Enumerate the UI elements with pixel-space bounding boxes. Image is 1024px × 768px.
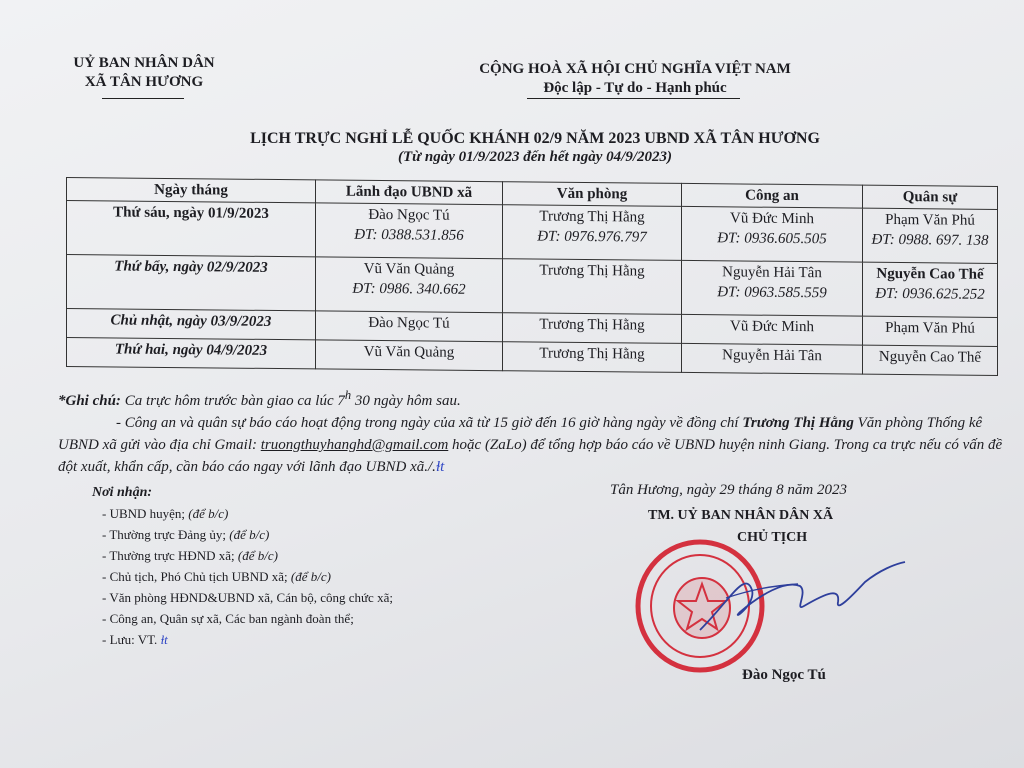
row-leader: Đào Ngọc Tú bbox=[316, 311, 503, 342]
row-military: Phạm Văn Phú bbox=[863, 316, 998, 346]
authority-underline bbox=[102, 98, 184, 99]
col-header-police: Công an bbox=[682, 183, 863, 208]
row-police: Vũ Đức Minh ĐT: 0936.605.505 bbox=[682, 206, 863, 262]
list-item: - Chủ tịch, Phó Chủ tịch UBND xã; (để b/c) bbox=[102, 569, 331, 584]
issuing-authority bbox=[60, 54, 228, 92]
signing-authority: TM. UỶ BAN NHÂN DÂN XÃ bbox=[648, 508, 834, 523]
notes-section bbox=[58, 384, 1008, 478]
table-row bbox=[67, 201, 998, 264]
col-header-leader: Lãnh đạo UBND xã bbox=[316, 180, 503, 205]
motto: Độc lập - Tự do - Hạnh phúc bbox=[543, 80, 727, 96]
national-motto bbox=[440, 60, 830, 98]
authority-line-2: XÃ TÂN HƯƠNG bbox=[84, 74, 204, 90]
row-office: Trương Thị Hằng ĐT: 0976.976.797 bbox=[503, 205, 682, 261]
country-name: CỘNG HOÀ XÃ HỘI CHỦ NGHĨA VIỆT NAM bbox=[479, 61, 791, 77]
row-office: Trương Thị Hằng bbox=[503, 313, 682, 344]
col-header-military: Quân sự bbox=[863, 185, 998, 209]
row-leader: Đào Ngọc Tú ĐT: 0388.531.856 bbox=[316, 203, 503, 259]
note-label: *Ghi chú: bbox=[58, 393, 121, 409]
row-police: Vũ Đức Minh bbox=[682, 315, 863, 346]
authority-line-1: UỶ BAN NHÂN DÂN bbox=[73, 55, 215, 71]
document-subtitle: (Từ ngày 01/9/2023 đến hết ngày 04/9/2023) bbox=[398, 149, 672, 165]
place-and-date: Tân Hương, ngày 29 tháng 8 năm 2023 bbox=[610, 482, 848, 498]
handwritten-signature bbox=[690, 560, 910, 640]
note-line-1: *Ghi chú: Ca trực hôm trước bàn giao ca lúc 7$^h$ 30 ngày hôm sau. bbox=[58, 388, 461, 409]
list-item: - UBND huyện; (để b/c) bbox=[102, 506, 229, 521]
row-leader: Vũ Văn Quảng bbox=[316, 340, 503, 371]
list-item: - Thường trực Đảng ủy; (để b/c) bbox=[102, 527, 270, 542]
row-police: Nguyễn Hải Tân ĐT: 0963.585.559 bbox=[682, 260, 863, 316]
archive-tick: ɫt bbox=[160, 632, 168, 647]
handwritten-tick: ɫt bbox=[435, 459, 445, 475]
row-leader: Vũ Văn Quảng ĐT: 0986. 340.662 bbox=[316, 257, 503, 313]
row-date: Chủ nhật, ngày 03/9/2023 bbox=[67, 309, 316, 340]
signer-name: Đào Ngọc Tú bbox=[742, 667, 826, 683]
recipients-heading: Nơi nhận: bbox=[92, 485, 153, 500]
row-date: Thứ sáu, ngày 01/9/2023 bbox=[67, 201, 316, 257]
recipients-list bbox=[92, 482, 393, 650]
list-item: - Văn phòng HĐND&UBND xã, Cán bộ, công chức xã; bbox=[102, 590, 393, 605]
motto-underline bbox=[527, 98, 740, 99]
row-office: Trương Thị Hằng bbox=[503, 259, 682, 315]
row-military: Phạm Văn Phú ĐT: 0988. 697. 138 bbox=[863, 208, 998, 263]
document-title: LỊCH TRỰC NGHỈ LỄ QUỐC KHÁNH 02/9 NĂM 2023 UBND XÃ TÂN HƯƠNG bbox=[250, 130, 820, 147]
list-item: - Thường trực HĐND xã; (để b/c) bbox=[102, 548, 278, 563]
list-item: - Công an, Quân sự xã, Các ban ngành đoàn thể; bbox=[102, 611, 354, 626]
handover-text: Ca trực hôm trước bàn giao ca lúc bbox=[124, 393, 338, 409]
col-header-office: Văn phòng bbox=[503, 182, 682, 207]
duty-schedule-table bbox=[66, 177, 998, 376]
col-header-date: Ngày tháng bbox=[67, 178, 316, 203]
contact-person: Trương Thị Hằng bbox=[742, 415, 854, 431]
table-row bbox=[67, 255, 998, 318]
row-office: Trương Thị Hằng bbox=[503, 342, 682, 373]
list-item: - Lưu: VT. ɫt bbox=[102, 632, 168, 647]
row-military: Nguyễn Cao Thế bbox=[863, 345, 998, 375]
row-date: Thứ hai, ngày 04/9/2023 bbox=[67, 338, 316, 369]
row-date: Thứ bẩy, ngày 02/9/2023 bbox=[67, 255, 316, 311]
email-address[interactable]: truongthuyhanghd@gmail.com bbox=[260, 437, 449, 453]
note-line-2: - Công an và quân sự báo cáo hoạt động trong ngày của xã từ 15 giờ đến 16 giờ hàng ngày về đồng chí Trương Thị Hằng Văn phòng Thống kê UBND xã gửi vào địa chỉ Gmail: truongthuyhanghd@gmail.com hoặc (ZaLo) để tổng hợp báo cáo về UBND huyện ninh Giang. Trong ca trực nếu có vấn đề đột xuất, khẩn cấp, cần báo cáo ngay với lãnh đạo UBND xã./.ɫt bbox=[58, 415, 1003, 475]
signer-title: CHỦ TỊCH bbox=[737, 530, 808, 545]
row-military: Nguyễn Cao Thế ĐT: 0936.625.252 bbox=[863, 262, 998, 317]
row-police: Nguyễn Hải Tân bbox=[682, 343, 863, 374]
